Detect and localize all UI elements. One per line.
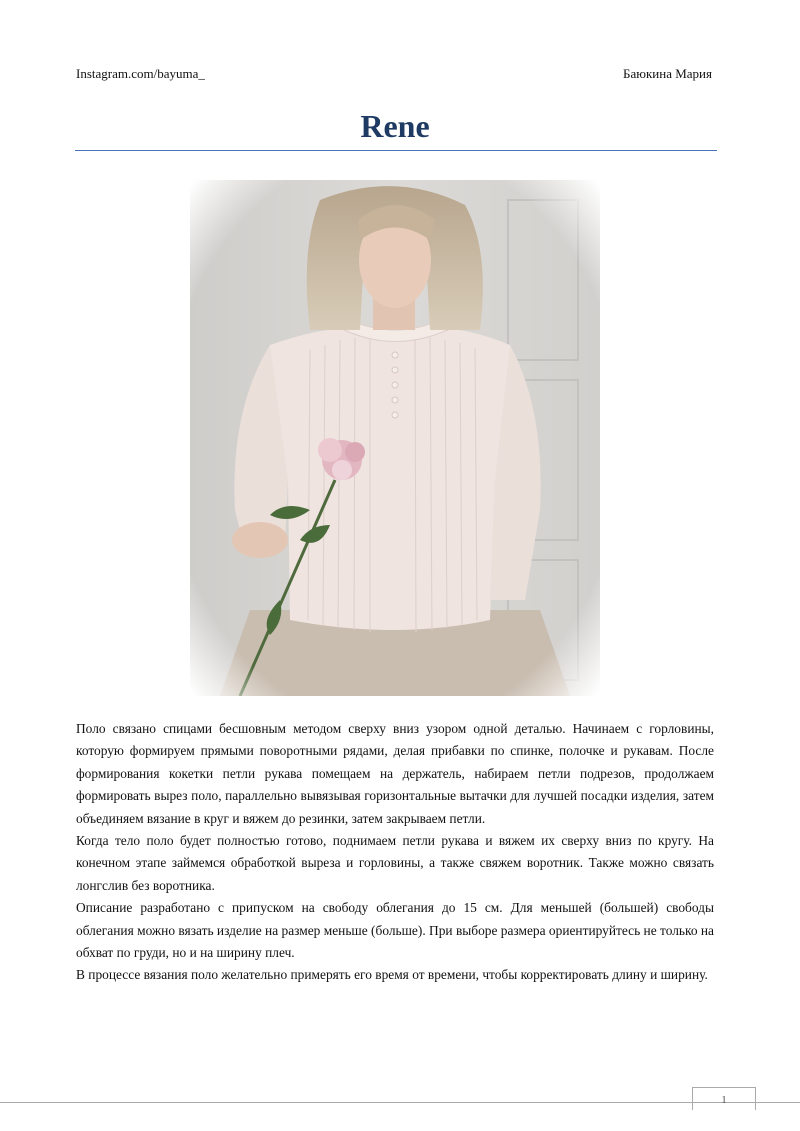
- header-author: Баюкина Мария: [623, 66, 712, 81]
- sweater-photo: [190, 180, 600, 696]
- page-number: 1: [692, 1087, 756, 1110]
- paragraph: В процессе вязания поло желательно примерять его время от времени, чтобы корректировать длину и ширину.: [76, 967, 708, 983]
- header-instagram: Instagram.com/bayuma_: [76, 66, 205, 81]
- description-text: [76, 718, 714, 987]
- paragraph: Поло связано спицами бесшовным методом сверху вниз узором одной деталью. Начинаем с горловины, которую формируем прямыми поворотными рядами, делая прибавки по спинке, полочке и рукавам. После формирования кокетки петли рукава помещаем на держатель, набираем петли подрезов, продолжаем формировать вырез поло, параллельно вывязывая горизонтальные вытачки для лучшей посадки изделия, затем объединяем вязание в круг и вяжем до резинки, затем закрываем петли.: [76, 721, 714, 826]
- document-title: Rene: [360, 108, 430, 144]
- paragraph: Когда тело поло будет полностью готово, поднимаем петли рукава и вяжем их сверху вниз по кругу. На конечном этапе займемся обработкой выреза и горловины, а также свяжем воротник. Также можно связать лонгслив без воротника.: [76, 833, 714, 893]
- footer-rule: [0, 1102, 800, 1103]
- paragraph: Описание разработано с припуском на свободу облегания до 15 см. Для меньшей (большей) свободы облегания можно вязать изделие на размер меньше (больше). При выборе размера ориентируйтесь не только на обхват по груди, но и на ширину плеч.: [76, 900, 714, 961]
- title-underline: [75, 150, 717, 151]
